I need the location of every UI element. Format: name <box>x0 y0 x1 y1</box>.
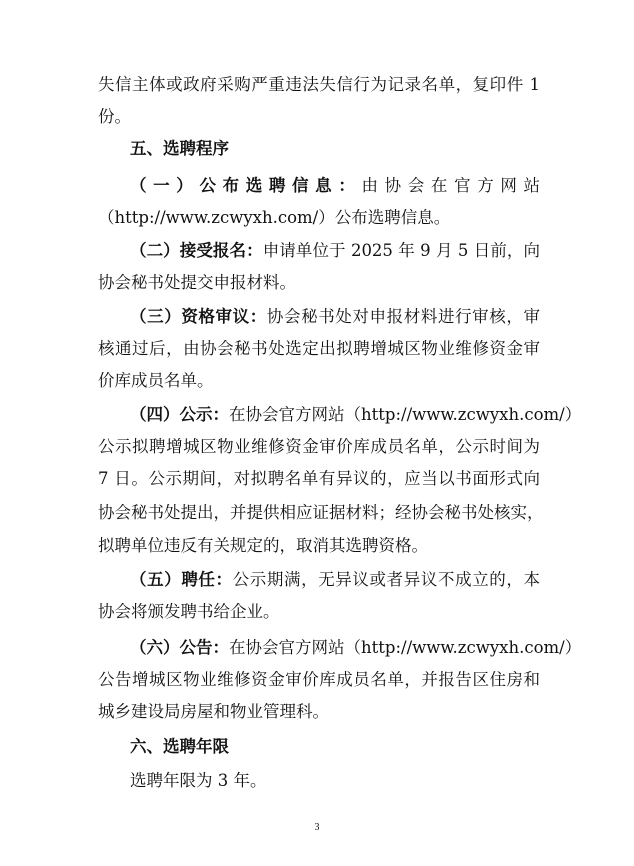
step-6-label: （六）公告： <box>130 638 229 657</box>
step-6-line-1: （六）公告：在协会官方网站（http://www.zcwyxh.com/） <box>130 638 582 657</box>
step-4-line-3: 7 日。公示期间，对拟聘名单有异议的，应当以书面形式向 <box>98 469 540 488</box>
step-3-line-1: （三）资格审议：协会秘书处对申报材料进行审核，审 <box>130 307 541 326</box>
step-6-line-3: 城乡建设局房屋和物业管理科。 <box>98 702 329 721</box>
step-2-line-2: 协会秘书处提交申报材料。 <box>98 273 296 292</box>
step-4-line-2: 公示拟聘增城区物业维修资金审价库成员名单，公示时间为 <box>98 437 540 456</box>
step-1-line-2: （http://www.zcwyxh.com/）公布选聘信息。 <box>98 208 451 227</box>
step-2-label: （二）接受报名： <box>130 241 263 260</box>
step-6-line-2: 公告增城区物业维修资金审价库成员名单，并报告区住房和 <box>98 670 540 689</box>
step-4-line-4: 协会秘书处提出，并提供相应证据材料；经协会秘书处核实， <box>98 503 544 522</box>
step-5-line-2: 协会将颁发聘书给企业。 <box>98 602 280 621</box>
section-5-heading: 五、选聘程序 <box>130 139 229 158</box>
term-paragraph: 选聘年限为 3 年。 <box>130 771 267 790</box>
step-2-line-1: （二）接受报名：申请单位于 2025 年 9 月 5 日前，向 <box>130 241 540 260</box>
step-1-line-1: （一）公布选聘信息：由协会在官方网站 <box>130 176 541 195</box>
step-3-label: （三）资格审议： <box>130 307 267 326</box>
record-list-line-2: 份。 <box>98 107 131 126</box>
step-4-line-1: （四）公示：在协会官方网站（http://www.zcwyxh.com/） <box>130 405 582 424</box>
section-6-heading: 六、选聘年限 <box>130 737 229 756</box>
step-5-line-1: （五）聘任：公示期满，无异议或者异议不成立的，本 <box>130 570 541 589</box>
step-4-label: （四）公示： <box>130 405 229 424</box>
step-3-line-2: 核通过后，由协会秘书处选定出拟聘增城区物业维修资金审 <box>98 339 540 358</box>
step-4-line-5: 拟聘单位违反有关规定的，取消其选聘资格。 <box>98 536 428 555</box>
record-list-line-1: 失信主体或政府采购严重违法失信行为记录名单，复印件 1 <box>98 75 540 94</box>
step-3-line-3: 价库成员名单。 <box>98 371 214 390</box>
step-5-label: （五）聘任： <box>130 570 233 589</box>
page-number: 3 <box>314 822 320 833</box>
step-1-label: （一）公布选聘信息： <box>130 176 362 195</box>
